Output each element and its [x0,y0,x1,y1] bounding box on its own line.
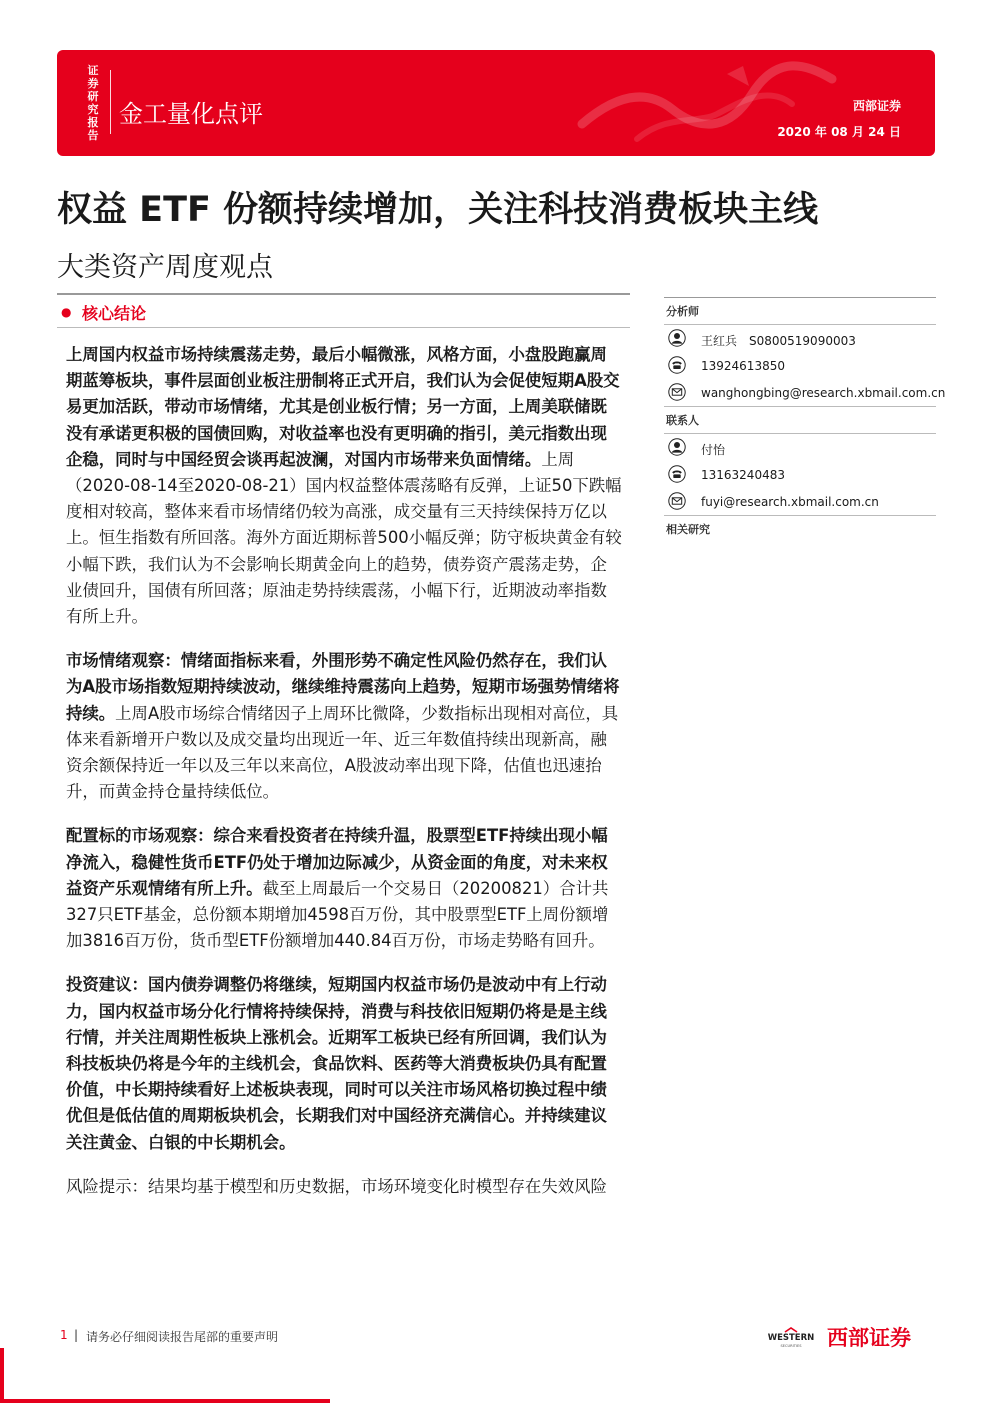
analyst-name-row [664,325,936,352]
corner-accent [0,1348,4,1403]
paragraph-allocation [66,823,622,954]
analyst-name: 王红兵 S0800519090003 [701,334,856,348]
paragraph-sentiment [66,648,622,805]
analyst-heading: 分析师 [664,298,936,325]
person-icon [668,438,686,456]
contact-heading: 联系人 [664,407,936,434]
contact-email-row [664,488,936,515]
contact-name: 付怡 [701,443,726,457]
page-number: 1 [60,1328,68,1342]
divider [57,327,630,328]
paragraph-bold: 投资建议：国内债券调整仍将继续，短期国内权益市场仍是波动中有上行动力，国内权益市场分化行情将持续保持，消费与科技依旧短期仍将是是主线行情，并关注周期性板块上涨机会。近期军工板块已经有所回调，我们认为科技板块仍将是今年的主线机会，食品饮料、医药等大消费板块仍具有配置价值，中长期持续看好上述板块表现，同时可以关注市场风格切换过程中绩优但是低估值的周期板块机会，长期我们对中国经济充满信心。并持续建议关注黄金、白银的中长期机会。 [66,975,607,1152]
sidebar [664,297,946,542]
bullet-icon: ● [61,305,72,319]
western-securities-logo [761,1327,821,1349]
brand-name: 西部证券 [852,99,901,113]
corner-accent [0,1399,330,1403]
header-banner [57,50,935,156]
mail-icon [668,383,686,401]
analyst-email-row [664,379,946,406]
phone-icon [668,356,686,374]
contact-phone: 13163240483 [701,468,785,482]
paragraph-risk [66,1174,622,1200]
divider [57,293,630,295]
analyst-phone: 13924613850 [701,359,785,373]
paragraph-advice [66,972,622,1155]
report-type-label: 证券研究报告 [87,64,99,142]
contact-phone-row [664,461,936,488]
phone-icon [668,465,686,483]
disclaimer-notice: 请务必仔细阅读报告尾部的重要声明 [86,1330,279,1344]
report-body [66,342,622,1218]
core-conclusion-heading: 核心结论 [82,304,147,323]
contact-name-row [664,434,936,461]
paragraph-text: 风险提示：结果均基于模型和历史数据，市场环境变化时模型存在失效风险 [66,1176,607,1196]
paragraph-bold: 配置标的市场观察：综合来看投资者在持续升温，股票型ETF持续出现小幅净流入，稳健性货币ETF仍处于增加边际减少，从资金面的角度，对未来权益资产乐观情绪有所上升。 [66,826,608,898]
brand-logo-text: 西部证券 [827,1326,911,1350]
analyst-email[interactable]: wanghongbing@research.xbmail.com.cn [701,386,946,400]
mail-icon [668,492,686,510]
report-subtitle: 大类资产周度观点 [57,252,273,283]
banner-divider [110,70,111,134]
related-research-heading: 相关研究 [666,523,710,536]
report-date: 2020 年 08 月 24 日 [777,125,901,139]
logo-en-subtext: SECURITIES [780,1344,802,1348]
paragraph-text: 上周A股市场综合情绪因子上周环比微降，少数指标出现相对高位，具体来看新增开户数以及成交量均出现近一年、近三年数值持续出现新高，融资余额保持近一年以及三年以来高位，A股波动率出现下降，估值也迅速抬升，而黄金持仓量持续低位。 [66,703,619,802]
paragraph-text: 截至上周最后一个交易日（20200821）合计共327只ETF基金，总份额本期增加4598百万份，其中股票型ETF上周份额增加3816百万份，货币型ETF份额增加440.84百万份，市场走势略有回升。 [66,878,609,951]
analyst-phone-row [664,352,936,379]
paragraph-text: 上周（2020-08-14至2020-08-21）国内权益整体震荡略有反弹，上证50下跌幅度相对较高，整体来看市场情绪仍较为高涨，成交量有三天持续保持万亿以上。恒生指数有所回落。海外方面近期标普500小幅反弹；防守板块黄金有较小幅下跌，我们认为不会影响长期黄金向上的趋势，债券资产震荡走势，企业债回升，国债有所回落；原油走势持续震荡，小幅下行，近期波动率指数有所上升。 [66,449,622,627]
paragraph-summary [66,342,622,630]
logo-en-text: WESTERN [767,1333,815,1343]
paragraph-bold: 市场情绪观察：情绪面指标来看，外围形势不确定性风险仍然存在，我们认为A股市场指数短期持续波动，继续维持震荡向上趋势，短期市场强势情绪将持续。 [66,651,620,723]
footer-separator: | [74,1328,79,1342]
contact-email[interactable]: fuyi@research.xbmail.com.cn [701,495,879,509]
person-icon [668,329,686,347]
section-title: 金工量化点评 [119,100,263,128]
report-title: 权益 ETF 份额持续增加，关注科技消费板块主线 [57,190,819,230]
paragraph-bold: 上周国内权益市场持续震荡走势，最后小幅微涨，风格方面，小盘股跑赢周期蓝筹板块，事件层面创业板注册制将正式开启，我们认为会促使短期A股交易更加活跃，带动市场情绪，尤其是创业板行情；另一方面，上周美联储既没有承诺更积极的国债回购，对收益率也没有更明确的指引，美元指数出现企稳，同时与中国经贸会谈再起波澜，对国内市场带来负面情绪。 [66,345,620,469]
